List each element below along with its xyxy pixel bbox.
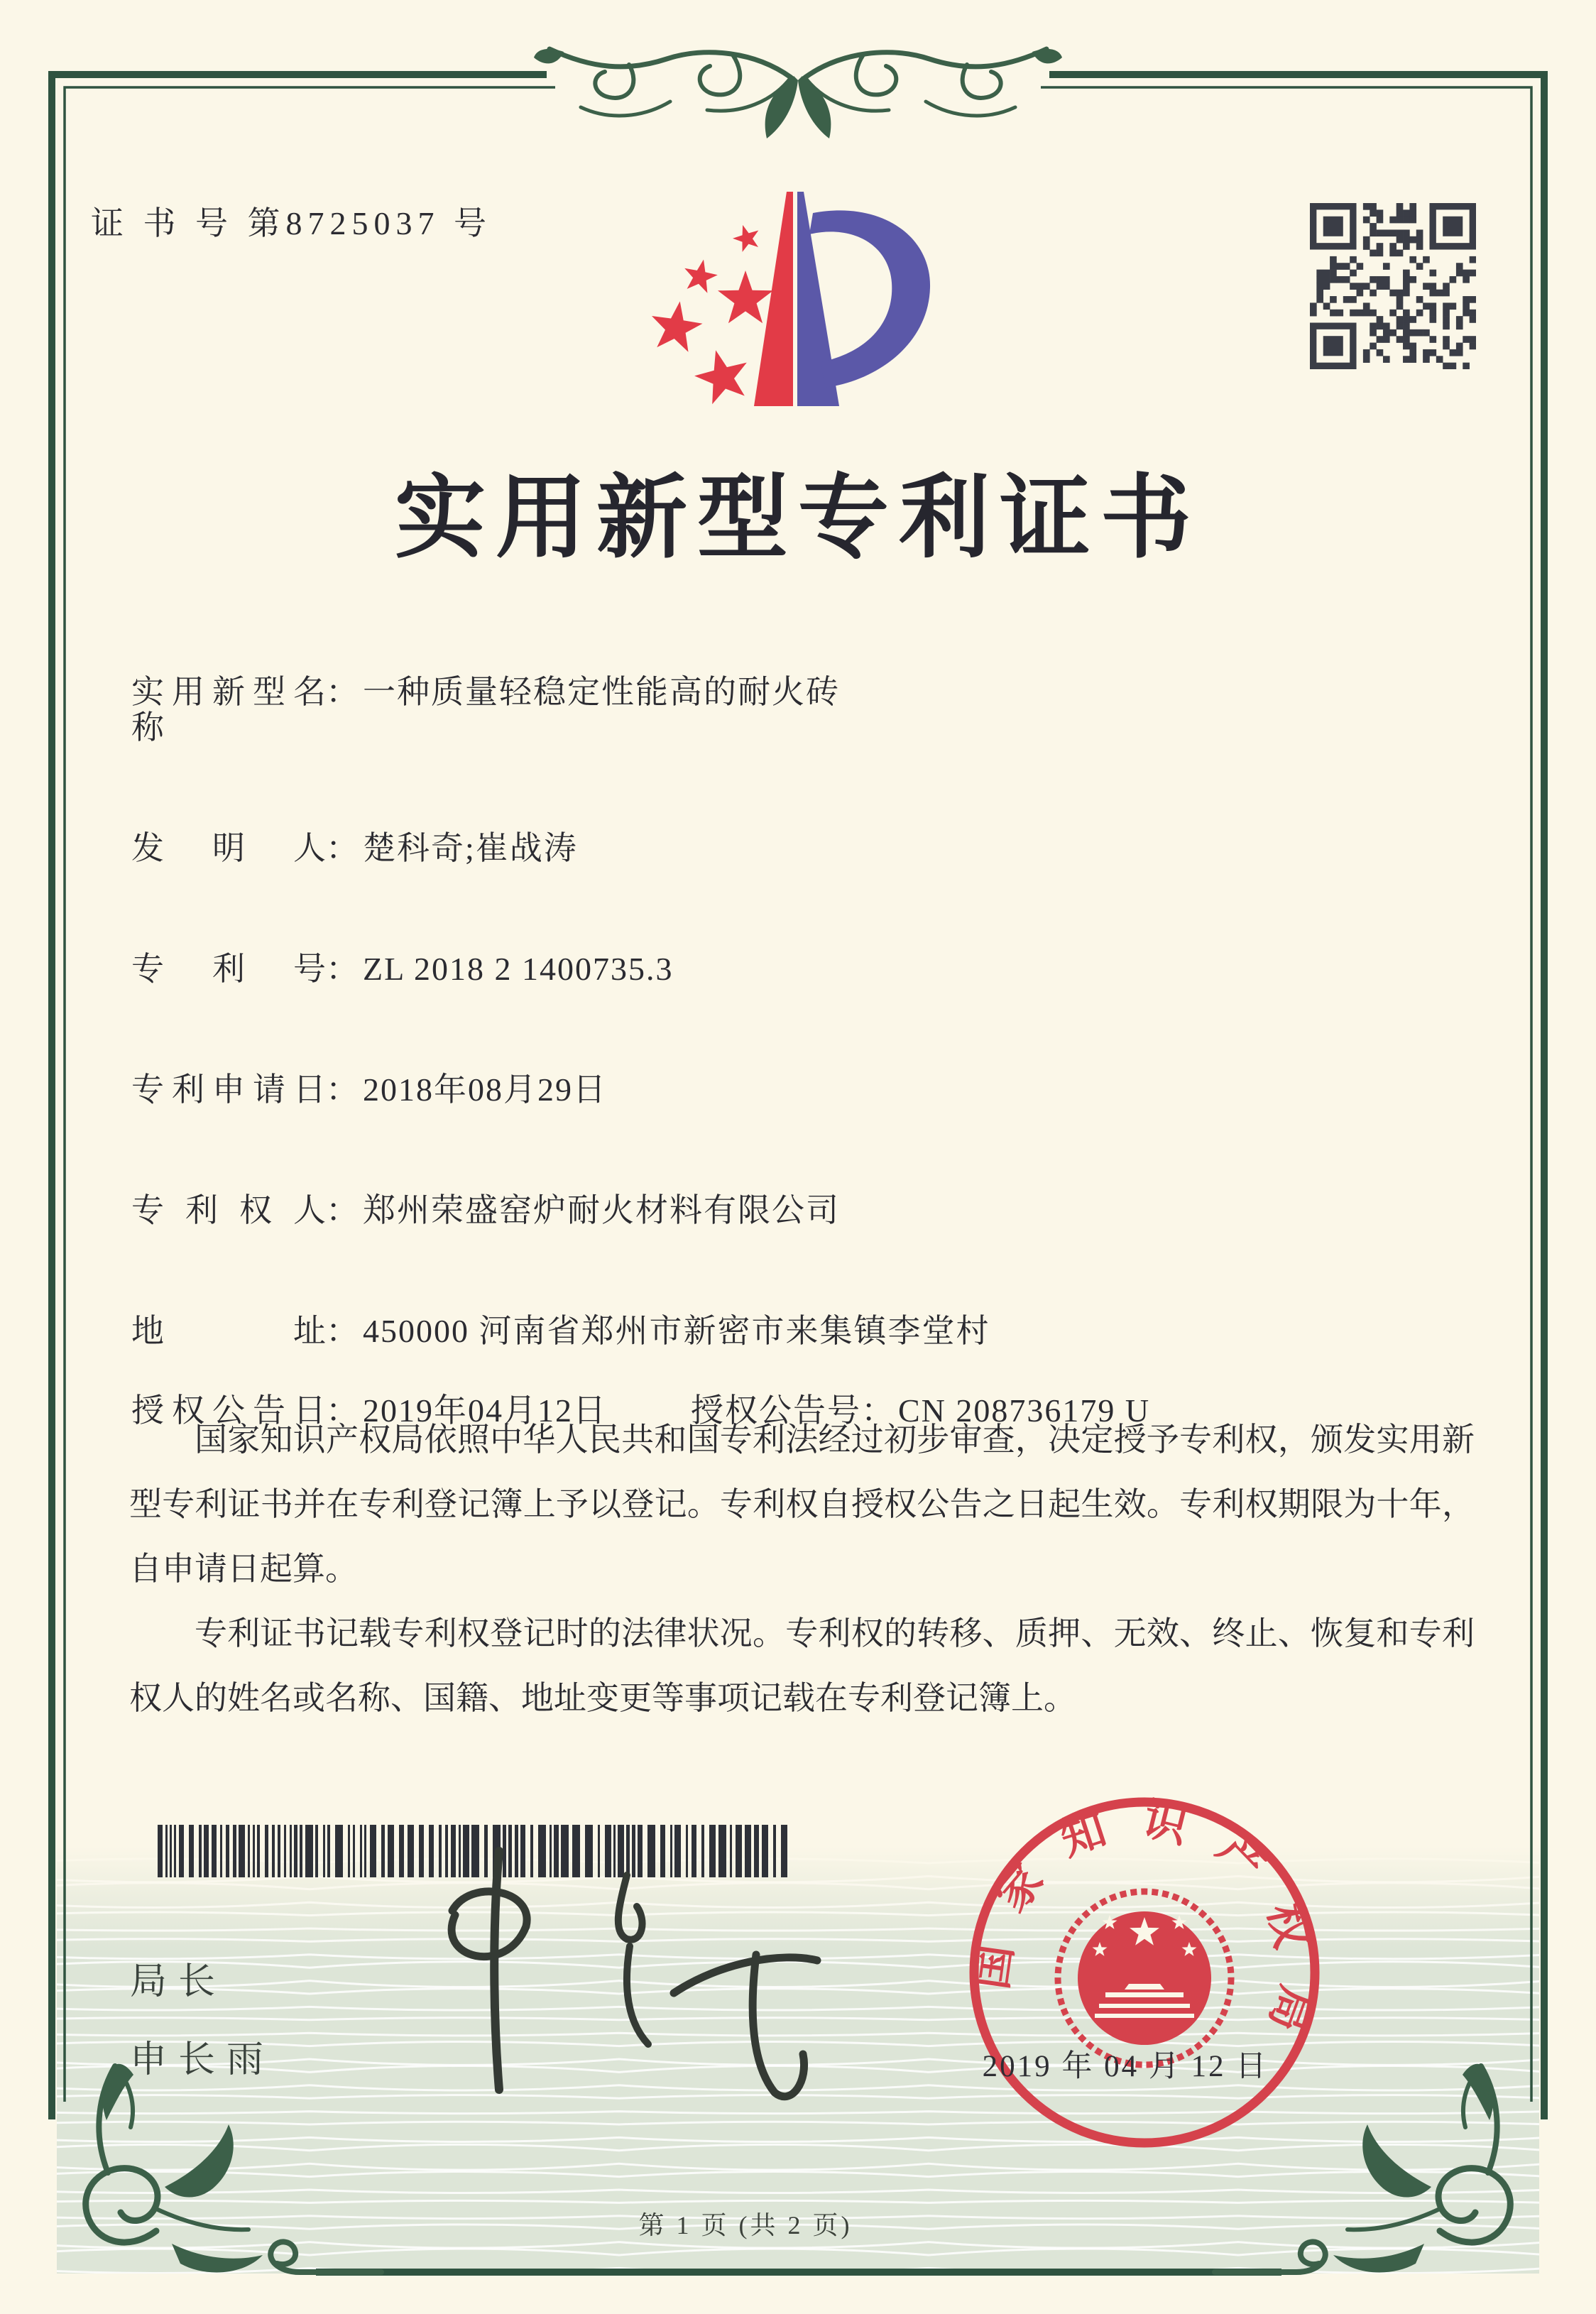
cnipa-logo (639, 170, 951, 440)
logo-p-bowl (809, 210, 930, 388)
top-scroll-ornament (534, 49, 1062, 138)
officer-title: 局长 (130, 1962, 227, 2002)
field-grant-number: 授权公告号 ： CN 208736179 U (691, 1392, 1151, 1429)
field-label: 专利权人 (131, 1192, 326, 1228)
field-patentee: 专利权人 ： 郑州荣盛窑炉耐火材料有限公司 (131, 1192, 840, 1228)
national-emblem-icon (1058, 1892, 1231, 2065)
field-value: 郑州荣盛窑炉耐火材料有限公司 (363, 1192, 840, 1228)
field-utility-model-name: 实用新型名称 ： 一种质量轻稳定性能高的耐火砖 (131, 674, 840, 746)
field-patent-number: 专利号 ： ZL 2018 2 1400735.3 (131, 951, 674, 987)
field-label: 实用新型名称 (131, 674, 326, 746)
field-grant-row: 授权公告日 ： 2019年04月12日 授权公告号 ： CN 208736179 U (131, 1392, 1151, 1429)
field-label: 发明人 (131, 830, 326, 866)
field-label: 专利号 (131, 951, 326, 987)
field-list (131, 675, 1480, 1514)
field-label: 地址 (131, 1313, 326, 1349)
logo-stars-icon (652, 225, 773, 404)
legal-paragraph-1: 国家知识产权局依照中华人民共和国专利法经过初步审查，决定授予专利权，颁发实用新型专利证书并在专利登记簿上予以登记。专利权自授权公告之日起生效。专利权期限为十年，自申请日起算。 (129, 1421, 1475, 1587)
field-application-date: 专利申请日 ： 2018年08月29日 (131, 1071, 607, 1108)
field-value: ZL 2018 2 1400735.3 (363, 951, 674, 987)
seal-date: 2019 年 04 月 12 日 (982, 2050, 1269, 2083)
field-value: 2019年04月12日 (363, 1392, 607, 1429)
field-value: 2018年08月29日 (363, 1071, 607, 1108)
certificate-number: 证 书 号 第8725037 号 (91, 205, 492, 241)
signature-script (387, 1807, 841, 2119)
field-inventor: 发明人 ： 楚科奇;崔战涛 (131, 830, 578, 866)
field-label: 授权公告日 (131, 1392, 326, 1429)
field-value: 一种质量轻稳定性能高的耐火砖 (363, 674, 840, 710)
qr-code (1310, 203, 1476, 369)
legal-paragraph-2: 专利证书记载专利权登记时的法律状况。专利权的转移、质押、无效、终止、恢复和专利权人的姓名或名称、国籍、地址变更等事项记载在专利登记簿上。 (129, 1615, 1475, 1716)
legal-text (129, 1407, 1475, 1730)
field-value: 450000 河南省郑州市新密市来集镇李堂村 (363, 1313, 990, 1349)
seal-ring-text: 国家知识产权局 (967, 1795, 1322, 2068)
officer-name: 申长雨 (130, 2040, 275, 2080)
official-seal (960, 1788, 1329, 2157)
field-label: 授权公告号 (691, 1392, 861, 1429)
field-value: 楚科奇;崔战涛 (363, 830, 578, 866)
certificate-title: 实用新型专利证书 (394, 468, 1201, 569)
page-footer: 第 1 页 (共 2 页) (638, 2211, 853, 2239)
field-address: 地址 ： 450000 河南省郑州市新密市来集镇李堂村 (131, 1313, 990, 1349)
field-label: 专利申请日 (131, 1071, 326, 1108)
field-value: CN 208736179 U (898, 1392, 1151, 1429)
